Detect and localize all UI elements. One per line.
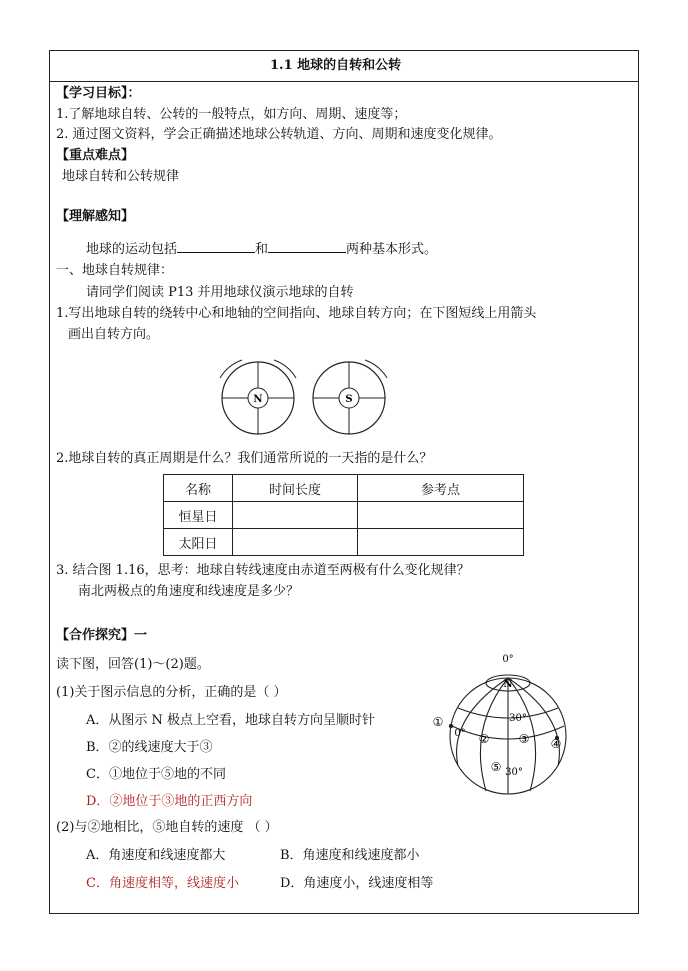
point-2-label: ② [478,732,490,746]
motion-intro [86,240,437,258]
q2-option-a: A．角速度和线速度都大 [86,848,226,863]
day-period-table [163,474,524,556]
intro-text-a: 地球的运动包括 [86,242,178,257]
question-1-line2: 画出自转方向。 [68,327,160,342]
understand-heading: 【理解感知】 [56,209,135,224]
equator-degree-label: 0° [454,728,466,739]
instruction-text: 请同学们阅读 P13 并用地球仪演示地球的自转 [86,285,354,300]
table-header-cell: 时间长度 [233,475,358,502]
latitude-30-label-lower: 30° [505,767,523,778]
section-heading: 一、地球自转规律： [56,263,174,278]
objective-item: 1.了解地球自转、公转的一般特点，如方向、周期、速度等； [56,107,407,122]
table-row [164,502,524,529]
table-cell-blank[interactable] [233,529,358,556]
objective-item: 2. 通过图文资料，学会正确描述地球公转轨道、方向、周期和速度变化规律。 [56,127,502,142]
point-4-label: ④ [550,737,562,751]
q1-option-d: D．②地位于③地的正西方向 [86,794,253,809]
globe-grid-diagram [428,648,576,796]
globe-label-s: S [345,394,353,405]
explore-question-1: (1)关于图示信息的分析，正确的是（ ） [56,685,287,700]
q1-option-b: B．②的线速度大于③ [86,740,213,755]
keypoints-text: 地球自转和公转规律 [62,169,180,184]
point-1-marker [449,724,453,728]
top-degree-label: 0° [502,654,514,665]
q2-option-c: C．角速度相等，线速度小 [86,876,239,891]
point-5-label: ⑤ [490,760,502,774]
question-3-line1: 3. 结合图 1.16，思考：地球自转线速度由赤道至两极有什么变化规律？ [56,563,470,578]
keypoints-heading: 【重点难点】 [56,148,135,163]
table-cell-blank[interactable] [233,502,358,529]
question-1-line1: 1.写出地球自转的绕转中心和地轴的空间指向、地球自转方向；在下图短线上用箭头 [56,306,537,321]
intro-text-c: 两种基本形式。 [346,242,438,257]
explore-heading: 【合作探究】一 [56,628,148,643]
answer-blank-2[interactable] [268,240,346,253]
pole-label: N [503,679,513,690]
q2-option-b: B．角速度和线速度都小 [280,848,420,863]
question-3-line2: 南北两极点的角速度和线速度是多少？ [78,584,300,599]
page-title: 1.1 地球的自转和公转 [270,58,402,73]
explore-question-2: (2)与②地相比，⑤地自转的速度 （ ） [56,820,278,835]
table-cell: 恒星日 [164,502,233,529]
table-row [164,529,524,556]
table-cell-blank[interactable] [358,529,524,556]
table-header-cell: 名称 [164,475,233,502]
table-header-row [164,475,524,502]
table-cell: 太阳日 [164,529,233,556]
polar-globes-diagram [212,356,397,442]
explore-prompt: 读下图，回答(1)～(2)题。 [56,657,210,672]
globe-label-n: N [253,394,263,405]
point-3-label: ③ [518,732,530,746]
latitude-30-label-upper: 30° [509,713,527,724]
objectives-heading: 【学习目标】： [56,86,141,101]
table-cell-blank[interactable] [358,502,524,529]
q1-option-c: C．①地位于⑤地的不同 [86,767,226,782]
q2-option-d: D．角速度小，线速度相等 [280,876,434,891]
question-2: 2.地球自转的真正周期是什么？我们通常所说的一天指的是什么？ [56,451,433,466]
answer-blank-1[interactable] [177,240,255,253]
table-header-cell: 参考点 [358,475,524,502]
intro-text-b: 和 [255,242,269,257]
point-1-label: ① [432,715,444,729]
q1-option-a: A．从图示 N 极点上空看，地球自转方向呈顺时针 [86,713,376,728]
